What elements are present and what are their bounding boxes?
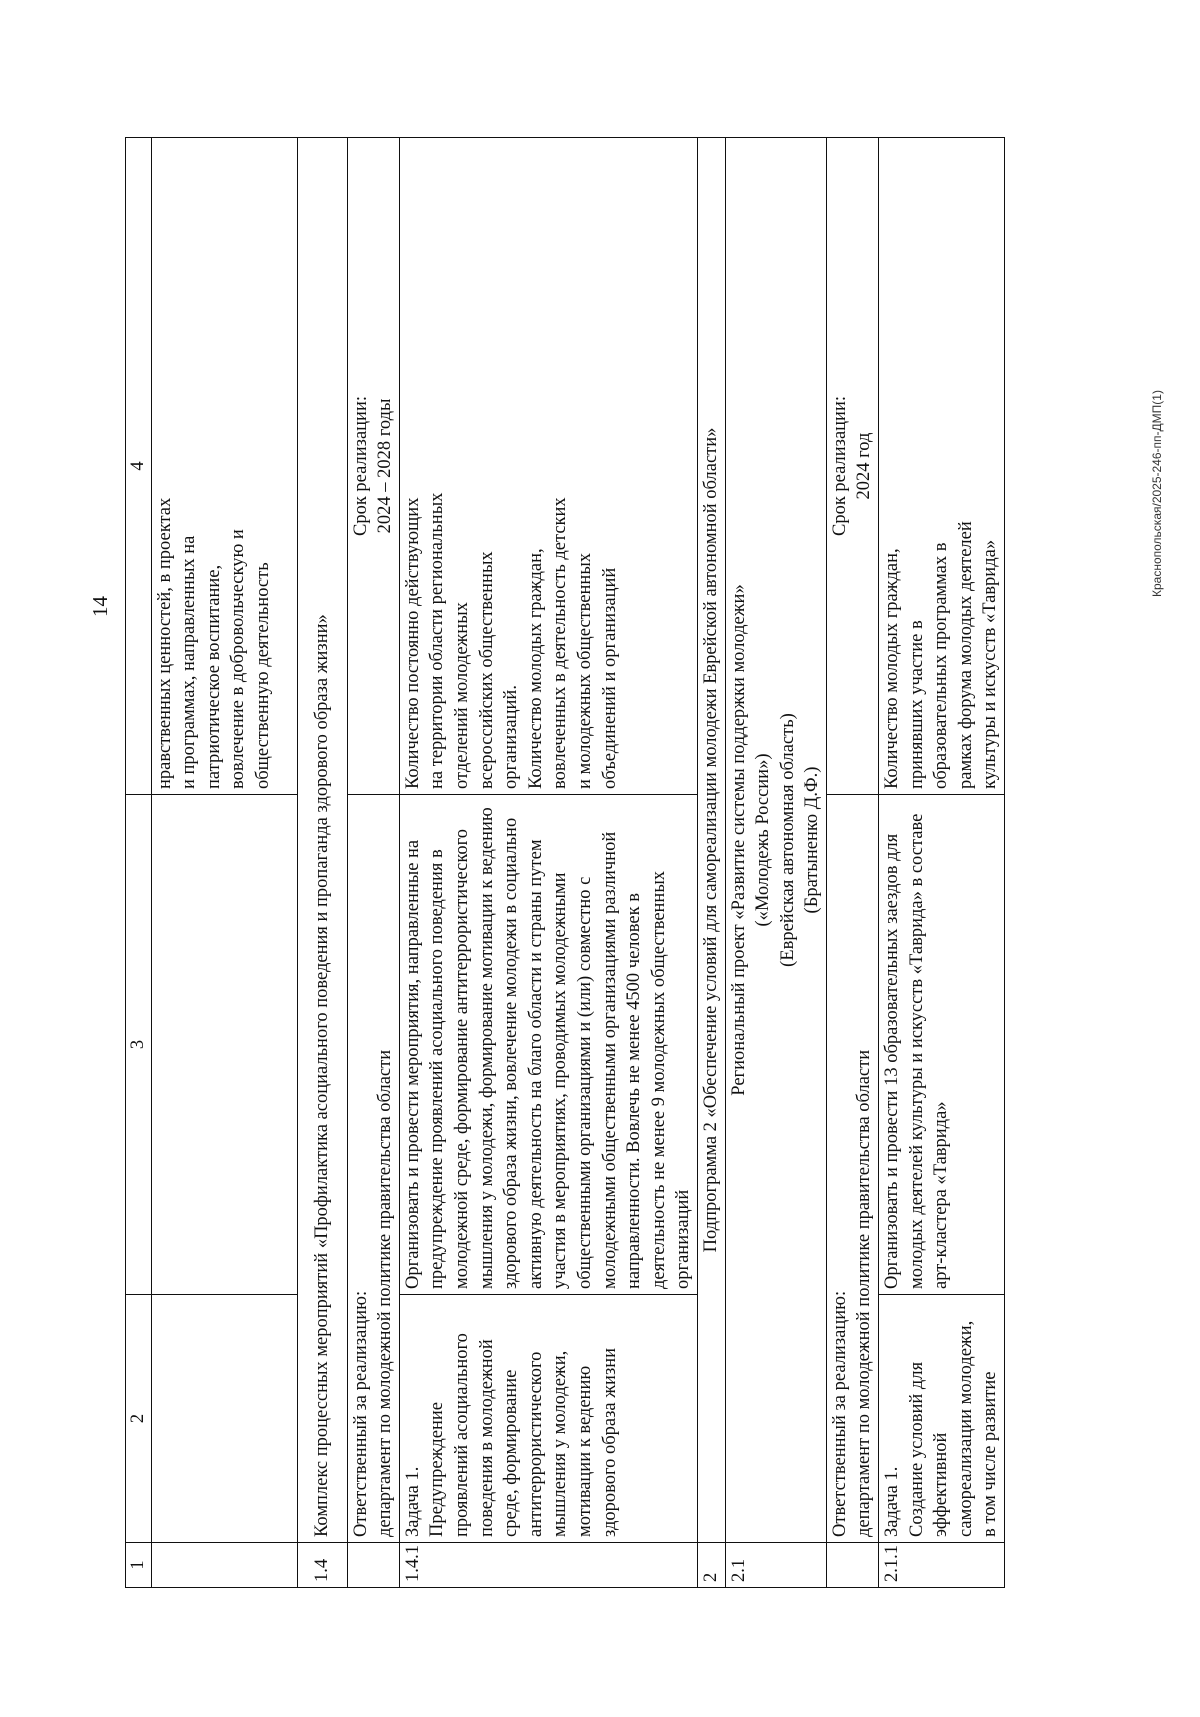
program-table	[125, 137, 1005, 1588]
row-1-4	[297, 138, 347, 1588]
header-col-3: 3	[126, 795, 152, 1295]
deadline: Срок реализации: 2024 – 2028 годы	[347, 138, 399, 795]
row-number: 1.4.1	[399, 1543, 697, 1588]
regional-project-title: Региональный проект «Развитие системы поддержки молодежи» («Молодежь России») (Еврейская автономная область) (Братыненко Д.Ф.)	[725, 138, 826, 1543]
header-col-4: 4	[126, 138, 152, 795]
responsible-row-2	[826, 138, 878, 1588]
row-2-1	[725, 138, 826, 1588]
responsible-department: Ответственный за реализацию: департамент по молодежной политике правительства области	[826, 795, 878, 1543]
responsible-row-1	[347, 138, 399, 1588]
indicator-description: Количество молодых граждан, принявших участие в образовательных программах в рамках форума молодых деятелей культуры и искусств «Таврида»	[879, 138, 1005, 795]
complex-title: Комплекс процессных мероприятий «Профилактика асоциального поведения и пропаганда здорового образа жизни»	[297, 138, 347, 1543]
continuation-row	[151, 138, 297, 1588]
task-description: Задача 1. Предупреждение проявлений асоциального поведения в молодежной среде, формирование антитеррористического мышления у молодежи, мотивации к ведению здорового образа жизни	[399, 1295, 697, 1543]
row-1-4-1	[399, 138, 697, 1588]
indicator-description: Количество постоянно действующих на территории области региональных отделений молодежных всероссийских общественных организаций. Количество молодых граждан, вовлеченных в деятельность детских и молодежных общественных объединений и организаций	[399, 138, 697, 795]
deadline: Срок реализации: 2024 год	[826, 138, 878, 795]
header-col-1: 1	[126, 1543, 152, 1588]
row-2	[697, 138, 725, 1588]
activity-description: Организовать и провести 13 образовательных заездов для молодых деятелей культуры и искусств «Таврида» в составе арт-кластера «Таврида»	[879, 795, 1005, 1295]
row-number: 1.4	[297, 1543, 347, 1588]
subprogram-title: Подпрограмма 2 «Обеспечение условий для самореализации молодежи Еврейской автономной области»	[697, 138, 725, 1543]
table-header-row	[126, 138, 152, 1588]
row-2-1-1	[879, 138, 1005, 1588]
header-col-2: 2	[126, 1295, 152, 1543]
task-description: Задача 1. Создание условий для эффективной самореализации молодежи, в том числе развитие	[879, 1295, 1005, 1543]
row-number: 2.1.1	[879, 1543, 1005, 1588]
row-number: 2.1	[725, 1543, 826, 1588]
row-number: 2	[697, 1543, 725, 1588]
page-number: 14	[88, 596, 112, 617]
document-code: Краснопольская/2025-246-пп-ДМП(1)	[1150, 390, 1164, 597]
responsible-department: Ответственный за реализацию: департамент по молодежной политике правительства области	[347, 795, 399, 1543]
activity-description: Организовать и провести мероприятия, направленные на предупреждение проявлений асоциального поведения в молодежной среде, формирование антитеррористического мышления у молодежи, формирование мотивации к ведению здорового образа жизни, вовлечение молодежи в социально активную деятельность на благо области и страны путем участия в мероприятиях, проводимых молодежными общественными организациями и (или) совместно с молодежными общественными организациями различной направленности. Вовлечь не менее 4500 человек в деятельность не менее 9 молодежных общественных организаций	[399, 795, 697, 1295]
continuation-indicator: нравственных ценностей, в проектах и программах, направленных на патриотическое воспитание, вовлечение в добровольческую и общественную деятельность	[151, 138, 297, 795]
